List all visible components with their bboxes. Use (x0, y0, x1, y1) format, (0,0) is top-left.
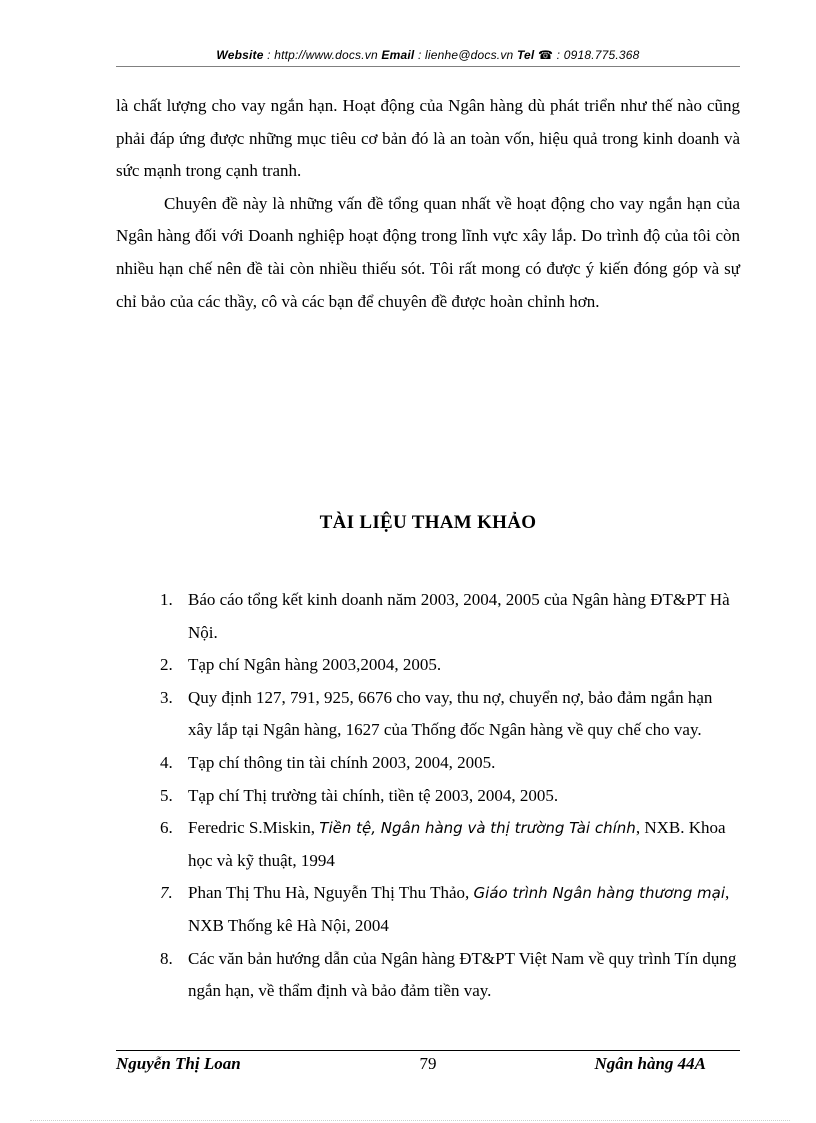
tel-value: : 0918.775.368 (553, 48, 640, 62)
reference-number: 7. (160, 883, 173, 903)
page-number: 79 (419, 1054, 437, 1073)
paragraph-2: Chuyên đề này là những vấn đề tổng quan nhất về hoạt động cho vay ngắn hạn của Ngân hàng đối với Doanh nghiệp hoạt động trong lĩnh vực xây lắp. Do trình độ của tôi còn nhiều hạn chế nên đề tài còn nhiều thiếu sót. Tôi rất mong có được ý kiến đóng góp và sự chỉ bảo của các thầy, cô và các bạn để chuyên đề được hoàn chỉnh hơn. (116, 193, 740, 311)
reference-text: Tạp chí Thị trường tài chính, tiền tệ 2003, 2004, 2005. (188, 785, 559, 805)
email-label: Email (381, 48, 415, 62)
reference-text: Các văn bản hướng dẫn của Ngân hàng ĐT&PT Việt Nam về quy trình Tín dụng ngắn hạn, về thẩm định và bảo đảm tiền vay. (188, 948, 737, 1001)
tel-label: Tel (516, 48, 535, 62)
reference-number: 6. (160, 818, 173, 838)
reference-text: Quy định 127, 791, 925, 6676 cho vay, thu nợ, chuyển nợ, bảo đảm ngắn hạn xây lắp tại Ngân hàng, 1627 của Thống đốc Ngân hàng về quy chế cho vay. (188, 687, 713, 740)
reference-text: Tạp chí Ngân hàng 2003,2004, 2005. (188, 655, 442, 675)
body-text (116, 90, 740, 318)
website-label: Website (216, 48, 264, 62)
page-header (116, 48, 740, 62)
reference-number: 2. (160, 655, 173, 675)
website-value: : http://www.docs.vn (263, 48, 382, 62)
reference-number: 4. (160, 752, 173, 772)
reference-publisher: , NXB. Khoa học và kỹ thuật, 1994 (188, 818, 726, 870)
reference-item (160, 584, 740, 649)
page-bottom-border (30, 1120, 790, 1121)
reference-item (160, 943, 740, 1008)
references-list (160, 584, 740, 1008)
reference-item (160, 747, 740, 780)
reference-author: Phan Thị Thu Hà, Nguyễn Thị Thu Thảo, (188, 883, 474, 903)
paragraph-1: là chất lượng cho vay ngắn hạn. Hoạt động của Ngân hàng dù phát triển như thế nào cũng phải đáp ứng được những mục tiêu cơ bản đó là an toàn vốn, hiệu quả trong kinh doanh và sức mạnh trong cạnh tranh. (116, 96, 740, 181)
reference-number: 1. (160, 590, 173, 609)
reference-number: 8. (160, 948, 173, 968)
reference-publisher: , NXB Thống kê Hà Nội, 2004 (188, 883, 730, 935)
page-footer (116, 1054, 740, 1076)
references-title: TÀI LIỆU THAM KHẢO (319, 512, 537, 533)
reference-number: 3. (160, 687, 173, 707)
phone-icon: ☎ (537, 48, 554, 62)
reference-item (160, 649, 740, 682)
footer-divider (116, 1050, 740, 1051)
reference-author: Feredric S.Miskin, (188, 818, 320, 838)
reference-text: Báo cáo tổng kết kinh doanh năm 2003, 2004, 2005 của Ngân hàng ĐT&PT Hà Nội. (188, 590, 730, 642)
footer-author: Nguyễn Thị Loan (116, 1054, 241, 1073)
header-divider (116, 66, 740, 67)
email-value: : lienhe@docs.vn (414, 48, 517, 62)
reference-item (160, 877, 740, 942)
reference-book-title: Giáo trình Ngân hàng thương mại (473, 884, 726, 903)
reference-item (160, 780, 740, 813)
reference-item (160, 682, 740, 747)
reference-text: Tạp chí thông tin tài chính 2003, 2004, 2005. (188, 752, 496, 772)
reference-item (160, 812, 740, 877)
footer-class: Ngân hàng 44A (594, 1054, 706, 1073)
reference-book-title: Tiền tệ, Ngân hàng và thị trường Tài chính (319, 819, 636, 838)
reference-number: 5. (160, 785, 173, 805)
